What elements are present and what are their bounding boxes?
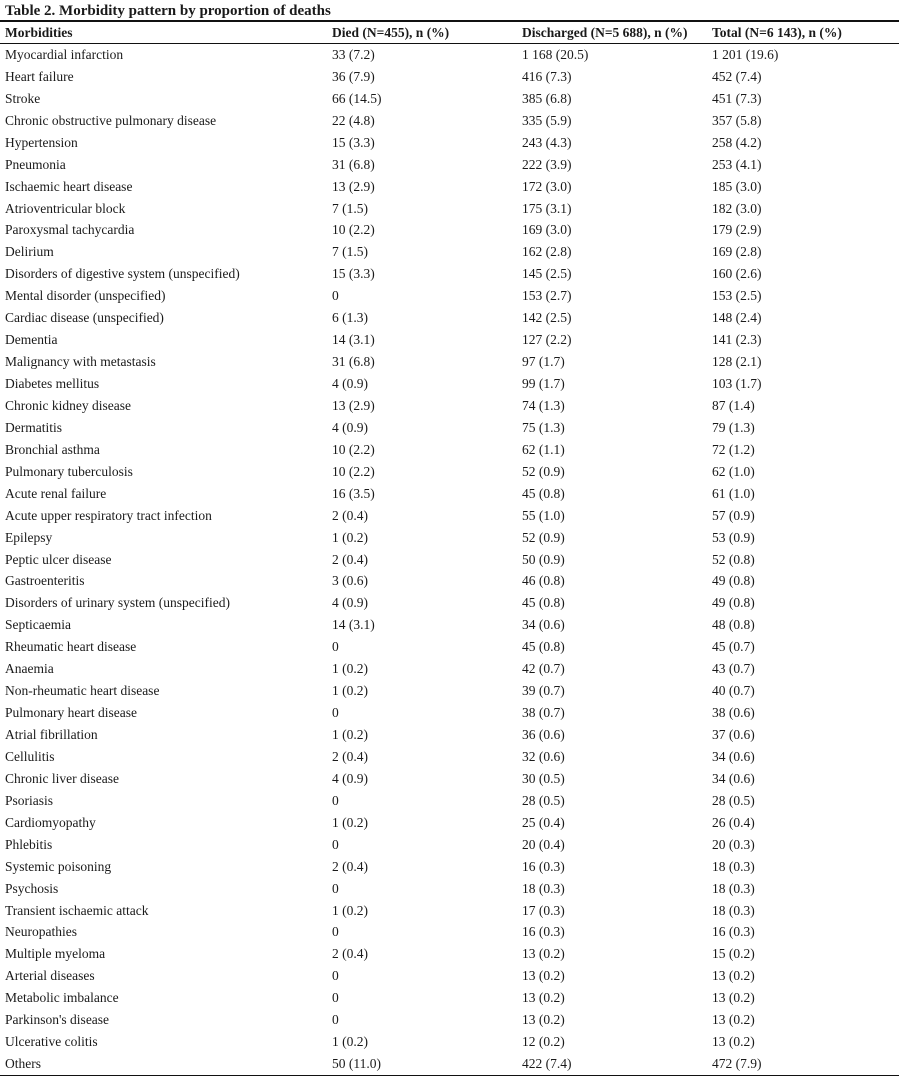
table-row <box>0 987 899 1009</box>
morbidity-cell: Anaemia <box>5 661 54 677</box>
discharged-cell: 12 (0.2) <box>522 1034 565 1050</box>
table-row <box>0 658 899 680</box>
morbidity-cell: Disorders of digestive system (unspecified) <box>5 266 240 282</box>
morbidity-cell: Septicaemia <box>5 617 71 633</box>
total-cell: 253 (4.1) <box>712 156 762 172</box>
died-cell: 31 (6.8) <box>332 156 375 172</box>
total-cell: 153 (2.5) <box>712 288 762 304</box>
died-cell: 0 <box>332 792 339 808</box>
table-row <box>0 768 899 790</box>
morbidity-cell: Diabetes mellitus <box>5 376 100 392</box>
table-row <box>0 66 899 88</box>
died-cell: 0 <box>332 639 339 655</box>
morbidity-cell: Mental disorder (unspecified) <box>5 288 166 304</box>
discharged-cell: 25 (0.4) <box>522 814 565 830</box>
table-row <box>0 439 899 461</box>
discharged-cell: 175 (3.1) <box>522 200 572 216</box>
died-cell: 22 (4.8) <box>332 112 375 128</box>
table-row <box>0 724 899 746</box>
died-cell: 0 <box>332 880 339 896</box>
table-row <box>0 88 899 110</box>
discharged-cell: 17 (0.3) <box>522 902 565 918</box>
table-body <box>0 44 899 1076</box>
discharged-cell: 153 (2.7) <box>522 288 572 304</box>
died-cell: 0 <box>332 1012 339 1028</box>
table-row <box>0 549 899 571</box>
discharged-cell: 45 (0.8) <box>522 639 565 655</box>
table-row <box>0 965 899 987</box>
died-cell: 36 (7.9) <box>332 68 375 84</box>
table-row <box>0 198 899 220</box>
total-cell: 57 (0.9) <box>712 507 755 523</box>
discharged-cell: 13 (0.2) <box>522 1012 565 1028</box>
table-row <box>0 702 899 724</box>
died-cell: 4 (0.9) <box>332 376 368 392</box>
died-cell: 0 <box>332 968 339 984</box>
total-cell: 72 (1.2) <box>712 441 755 457</box>
died-cell: 0 <box>332 836 339 852</box>
morbidity-cell: Others <box>5 1056 41 1072</box>
died-cell: 2 (0.4) <box>332 748 368 764</box>
discharged-cell: 52 (0.9) <box>522 463 565 479</box>
total-cell: 49 (0.8) <box>712 595 755 611</box>
died-cell: 1 (0.2) <box>332 727 368 743</box>
table-row <box>0 351 899 373</box>
table-row <box>0 395 899 417</box>
table-row <box>0 878 899 900</box>
discharged-cell: 416 (7.3) <box>522 68 572 84</box>
died-cell: 0 <box>332 990 339 1006</box>
morbidity-cell: Stroke <box>5 90 41 106</box>
morbidity-cell: Heart failure <box>5 68 74 84</box>
morbidity-cell: Psychosis <box>5 880 59 896</box>
died-cell: 13 (2.9) <box>332 178 375 194</box>
morbidity-cell: Dementia <box>5 332 58 348</box>
table-row <box>0 680 899 702</box>
died-cell: 14 (3.1) <box>332 332 375 348</box>
total-cell: 1 201 (19.6) <box>712 46 779 62</box>
died-cell: 4 (0.9) <box>332 770 368 786</box>
died-cell: 2 (0.4) <box>332 858 368 874</box>
discharged-cell: 13 (0.2) <box>522 990 565 1006</box>
morbidity-cell: Myocardial infarction <box>5 46 124 62</box>
total-cell: 182 (3.0) <box>712 200 762 216</box>
morbidity-cell: Neuropathies <box>5 924 77 940</box>
morbidity-cell: Pulmonary tuberculosis <box>5 463 133 479</box>
table-row <box>0 285 899 307</box>
total-cell: 20 (0.3) <box>712 836 755 852</box>
discharged-cell: 99 (1.7) <box>522 376 565 392</box>
discharged-cell: 62 (1.1) <box>522 441 565 457</box>
total-cell: 185 (3.0) <box>712 178 762 194</box>
morbidity-cell: Systemic poisoning <box>5 858 112 874</box>
morbidity-cell: Chronic liver disease <box>5 770 119 786</box>
discharged-cell: 162 (2.8) <box>522 244 572 260</box>
discharged-cell: 1 168 (20.5) <box>522 46 589 62</box>
discharged-cell: 55 (1.0) <box>522 507 565 523</box>
table-row <box>0 461 899 483</box>
died-cell: 50 (11.0) <box>332 1056 381 1072</box>
table-row <box>0 592 899 614</box>
died-cell: 13 (2.9) <box>332 397 375 413</box>
total-cell: 18 (0.3) <box>712 902 755 918</box>
morbidity-cell: Cardiomyopathy <box>5 814 96 830</box>
died-cell: 66 (14.5) <box>332 90 382 106</box>
discharged-cell: 75 (1.3) <box>522 419 565 435</box>
discharged-cell: 32 (0.6) <box>522 748 565 764</box>
total-cell: 40 (0.7) <box>712 683 755 699</box>
morbidity-cell: Peptic ulcer disease <box>5 551 112 567</box>
bottom-rule <box>0 1075 899 1076</box>
total-cell: 28 (0.5) <box>712 792 755 808</box>
total-cell: 49 (0.8) <box>712 573 755 589</box>
discharged-cell: 422 (7.4) <box>522 1056 572 1072</box>
table-row <box>0 614 899 636</box>
discharged-cell: 38 (0.7) <box>522 705 565 721</box>
table-row <box>0 812 899 834</box>
morbidity-cell: Cellulitis <box>5 748 55 764</box>
table-row <box>0 636 899 658</box>
morbidity-cell: Parkinson's disease <box>5 1012 110 1028</box>
table-row <box>0 483 899 505</box>
total-cell: 34 (0.6) <box>712 748 755 764</box>
total-cell: 62 (1.0) <box>712 463 755 479</box>
total-cell: 13 (0.2) <box>712 1034 755 1050</box>
header-row <box>0 22 899 44</box>
morbidity-cell: Acute upper respiratory tract infection <box>5 507 212 523</box>
morbidity-cell: Ischaemic heart disease <box>5 178 133 194</box>
died-cell: 15 (3.3) <box>332 134 375 150</box>
died-cell: 10 (2.2) <box>332 222 375 238</box>
morbidity-cell: Paroxysmal tachycardia <box>5 222 135 238</box>
morbidity-cell: Transient ischaemic attack <box>5 902 149 918</box>
died-cell: 33 (7.2) <box>332 46 375 62</box>
discharged-cell: 13 (0.2) <box>522 968 565 984</box>
table-row <box>0 132 899 154</box>
morbidity-cell: Chronic kidney disease <box>5 397 131 413</box>
died-cell: 2 (0.4) <box>332 946 368 962</box>
morbidity-cell: Hypertension <box>5 134 78 150</box>
morbidity-cell: Disorders of urinary system (unspecified) <box>5 595 230 611</box>
table-row <box>0 241 899 263</box>
total-cell: 87 (1.4) <box>712 397 755 413</box>
table-row <box>0 110 899 132</box>
died-cell: 1 (0.2) <box>332 529 368 545</box>
total-cell: 18 (0.3) <box>712 858 755 874</box>
discharged-cell: 13 (0.2) <box>522 946 565 962</box>
total-cell: 15 (0.2) <box>712 946 755 962</box>
discharged-cell: 46 (0.8) <box>522 573 565 589</box>
morbidity-cell: Pulmonary heart disease <box>5 705 137 721</box>
morbidity-cell: Bronchial asthma <box>5 441 100 457</box>
total-cell: 148 (2.4) <box>712 310 762 326</box>
died-cell: 1 (0.2) <box>332 1034 368 1050</box>
died-cell: 4 (0.9) <box>332 595 368 611</box>
total-cell: 26 (0.4) <box>712 814 755 830</box>
died-cell: 14 (3.1) <box>332 617 375 633</box>
discharged-cell: 45 (0.8) <box>522 595 565 611</box>
morbidity-cell: Ulcerative colitis <box>5 1034 98 1050</box>
header-died: Died (N=455), n (%) <box>332 22 522 44</box>
died-cell: 1 (0.2) <box>332 683 368 699</box>
discharged-cell: 222 (3.9) <box>522 156 572 172</box>
died-cell: 10 (2.2) <box>332 441 375 457</box>
died-cell: 16 (3.5) <box>332 485 375 501</box>
died-cell: 1 (0.2) <box>332 902 368 918</box>
died-cell: 7 (1.5) <box>332 244 368 260</box>
morbidity-cell: Metabolic imbalance <box>5 990 119 1006</box>
died-cell: 4 (0.9) <box>332 419 368 435</box>
total-cell: 53 (0.9) <box>712 529 755 545</box>
table-row <box>0 571 899 593</box>
died-cell: 1 (0.2) <box>332 661 368 677</box>
discharged-cell: 385 (6.8) <box>522 90 572 106</box>
total-cell: 37 (0.6) <box>712 727 755 743</box>
discharged-cell: 172 (3.0) <box>522 178 572 194</box>
header-discharged: Discharged (N=5 688), n (%) <box>522 22 712 44</box>
table-row <box>0 1009 899 1031</box>
discharged-cell: 142 (2.5) <box>522 310 572 326</box>
total-cell: 52 (0.8) <box>712 551 755 567</box>
table-row <box>0 44 899 66</box>
header-morbidities: Morbidities <box>0 22 332 44</box>
table-row <box>0 900 899 922</box>
died-cell: 15 (3.3) <box>332 266 375 282</box>
table-row <box>0 417 899 439</box>
morbidity-cell: Atrioventricular block <box>5 200 126 216</box>
morbidity-cell: Cardiac disease (unspecified) <box>5 310 164 326</box>
died-cell: 0 <box>332 705 339 721</box>
discharged-cell: 34 (0.6) <box>522 617 565 633</box>
total-cell: 13 (0.2) <box>712 990 755 1006</box>
total-cell: 79 (1.3) <box>712 419 755 435</box>
discharged-cell: 16 (0.3) <box>522 858 565 874</box>
table-row <box>0 329 899 351</box>
died-cell: 6 (1.3) <box>332 310 368 326</box>
morbidity-cell: Psoriasis <box>5 792 54 808</box>
discharged-cell: 127 (2.2) <box>522 332 572 348</box>
discharged-cell: 36 (0.6) <box>522 727 565 743</box>
table-row <box>0 1053 899 1075</box>
total-cell: 103 (1.7) <box>712 376 762 392</box>
table-row <box>0 922 899 944</box>
morbidity-cell: Epilepsy <box>5 529 53 545</box>
total-cell: 16 (0.3) <box>712 924 755 940</box>
total-cell: 61 (1.0) <box>712 485 755 501</box>
morbidity-cell: Malignancy with metastasis <box>5 354 156 370</box>
table-row <box>0 527 899 549</box>
total-cell: 18 (0.3) <box>712 880 755 896</box>
died-cell: 0 <box>332 924 339 940</box>
discharged-cell: 74 (1.3) <box>522 397 565 413</box>
discharged-cell: 145 (2.5) <box>522 266 572 282</box>
died-cell: 3 (0.6) <box>332 573 368 589</box>
table-row <box>0 373 899 395</box>
table-row <box>0 834 899 856</box>
died-cell: 2 (0.4) <box>332 507 368 523</box>
morbidity-cell: Arterial diseases <box>5 968 95 984</box>
morbidity-cell: Phlebitis <box>5 836 53 852</box>
morbidity-cell: Rheumatic heart disease <box>5 639 137 655</box>
died-cell: 7 (1.5) <box>332 200 368 216</box>
total-cell: 472 (7.9) <box>712 1056 762 1072</box>
died-cell: 2 (0.4) <box>332 551 368 567</box>
morbidity-cell: Delirium <box>5 244 54 260</box>
morbidity-cell: Acute renal failure <box>5 485 107 501</box>
total-cell: 45 (0.7) <box>712 639 755 655</box>
discharged-cell: 335 (5.9) <box>522 112 572 128</box>
table-row <box>0 220 899 242</box>
table-row <box>0 154 899 176</box>
morbidity-cell: Atrial fibrillation <box>5 727 98 743</box>
total-cell: 179 (2.9) <box>712 222 762 238</box>
total-cell: 141 (2.3) <box>712 332 762 348</box>
discharged-cell: 28 (0.5) <box>522 792 565 808</box>
total-cell: 169 (2.8) <box>712 244 762 260</box>
morbidity-cell: Multiple myeloma <box>5 946 106 962</box>
morbidity-cell: Pneumonia <box>5 156 66 172</box>
table-header <box>0 22 899 44</box>
discharged-cell: 20 (0.4) <box>522 836 565 852</box>
morbidity-cell: Dermatitis <box>5 419 62 435</box>
table-row <box>0 307 899 329</box>
total-cell: 38 (0.6) <box>712 705 755 721</box>
discharged-cell: 52 (0.9) <box>522 529 565 545</box>
discharged-cell: 30 (0.5) <box>522 770 565 786</box>
morbidity-cell: Chronic obstructive pulmonary disease <box>5 112 217 128</box>
table-row <box>0 943 899 965</box>
total-cell: 48 (0.8) <box>712 617 755 633</box>
table-row <box>0 790 899 812</box>
total-cell: 43 (0.7) <box>712 661 755 677</box>
header-total: Total (N=6 143), n (%) <box>712 22 899 44</box>
died-cell: 31 (6.8) <box>332 354 375 370</box>
discharged-cell: 39 (0.7) <box>522 683 565 699</box>
discharged-cell: 45 (0.8) <box>522 485 565 501</box>
total-cell: 160 (2.6) <box>712 266 762 282</box>
table-row <box>0 1031 899 1053</box>
total-cell: 34 (0.6) <box>712 770 755 786</box>
morbidity-cell: Gastroenteritis <box>5 573 85 589</box>
total-cell: 451 (7.3) <box>712 90 762 106</box>
table-row <box>0 505 899 527</box>
discharged-cell: 169 (3.0) <box>522 222 572 238</box>
died-cell: 10 (2.2) <box>332 463 375 479</box>
discharged-cell: 97 (1.7) <box>522 354 565 370</box>
total-cell: 452 (7.4) <box>712 68 762 84</box>
morbidity-table <box>0 22 899 1075</box>
table-row <box>0 746 899 768</box>
table-row <box>0 176 899 198</box>
discharged-cell: 16 (0.3) <box>522 924 565 940</box>
discharged-cell: 18 (0.3) <box>522 880 565 896</box>
died-cell: 1 (0.2) <box>332 814 368 830</box>
table-row <box>0 263 899 285</box>
discharged-cell: 243 (4.3) <box>522 134 572 150</box>
table-row <box>0 856 899 878</box>
total-cell: 357 (5.8) <box>712 112 762 128</box>
died-cell: 0 <box>332 288 339 304</box>
total-cell: 13 (0.2) <box>712 968 755 984</box>
table-caption: Table 2. Morbidity pattern by proportion of deaths <box>5 3 331 19</box>
discharged-cell: 50 (0.9) <box>522 551 565 567</box>
discharged-cell: 42 (0.7) <box>522 661 565 677</box>
morbidity-cell: Non-rheumatic heart disease <box>5 683 160 699</box>
total-cell: 258 (4.2) <box>712 134 762 150</box>
total-cell: 128 (2.1) <box>712 354 762 370</box>
total-cell: 13 (0.2) <box>712 1012 755 1028</box>
